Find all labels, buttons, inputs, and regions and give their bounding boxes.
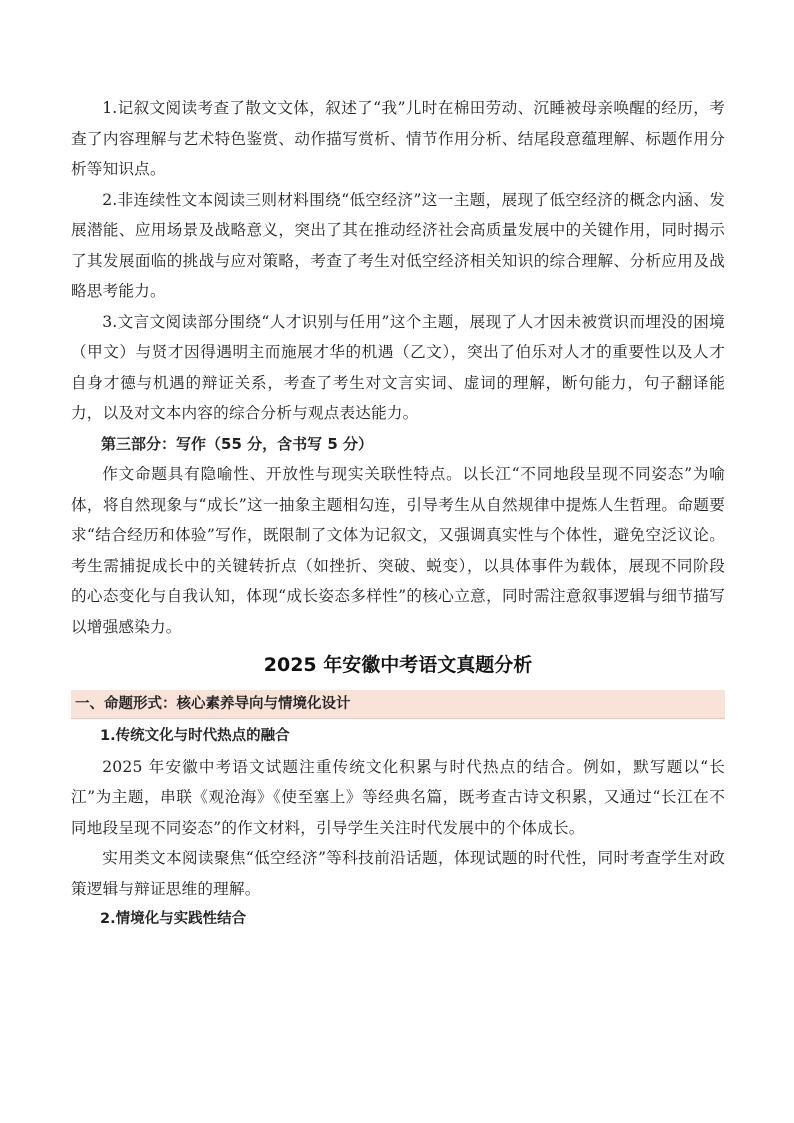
page-title: 2025 年安徽中考语文真题分析 xyxy=(263,654,533,676)
document-page xyxy=(71,93,725,935)
paragraph-writing-analysis: 作文命题具有隐喻性、开放性与现实关联性特点。以长江“不同地段呈现不同姿态”为喻体，将自然现象与“成长”这一抽象主题相勾连，引导考生从自然规律中提炼人生哲理。命题要求“结合经历和体验”写作，既限制了文体为记叙文，又强调真实性与个体性，避免空泛议论。考生需捕捉成长中的关键转折点（如挫折、突破、蜕变），以具体事件为载体，展现不同阶段的心态变化与自我认知，体现“成长姿态多样性”的核心立意，同时需注意叙事逻辑与细节描写以增强感染力。 xyxy=(71,465,725,636)
paragraph-classical-reading: 3.文言文阅读部分围绕“人才识别与任用”这个主题，展现了人才因未被赏识而埋没的困境（甲文）与贤才因得遇明主而施展才华的机遇（乙文），突出了伯乐对人才的重要性以及人才自身才德与机遇的辩证关系，考查了考生对文言实词、虚词的理解，断句能力，句子翻译能力，以及对文本内容的综合分析与观点表达能力。 xyxy=(71,312,725,422)
paragraph-narrative-reading: 1.记叙文阅读考查了散文文体，叙述了“我”儿时在棉田劳动、沉睡被母亲唤醒的经历，考查了内容理解与艺术特色鉴赏、动作描写赏析、情节作用分析、结尾段意蕴理解、标题作用分析等知识点。 xyxy=(71,99,725,178)
paragraph-nonliterary-reading: 2.非连续性文本阅读三则材料围绕“低空经济”这一主题，展现了低空经济的概念内涵、发展潜能、应用场景及战略意义，突出了其在推动经济社会高质量发展中的关键作用，同时揭示了其发展面临的挑战与应对策略，考查了考生对低空经济相关知识的综合理解、分析应用及战略思考能力。 xyxy=(71,190,725,300)
subheading-culture-and-hotspots: 1.传统文化与时代热点的融合 xyxy=(100,728,290,744)
subheading-situational-practice: 2.情境化与实践性结合 xyxy=(100,911,247,927)
section-heading-bar: 一、命题形式：核心素养导向与情境化设计 xyxy=(71,690,725,719)
paragraph-practical-reading: 实用类文本阅读聚焦“低空经济”等科技前沿话题，体现试题的时代性，同时考查学生对政策逻辑与辩证思维的理解。 xyxy=(71,849,725,898)
part3-heading: 第三部分：写作（55 分，含书写 5 分） xyxy=(101,434,373,453)
paragraph-culture-hotspots: 2025 年安徽中考语文试题注重传统文化积累与时代热点的结合。例如，默写题以“长江”为主题，串联《观沧海》《使至塞上》等经典名篇，既考查古诗文积累，又通过“长江在不同地段呈现不同姿态”的作文材料，引导学生关注时代发展中的个体成长。 xyxy=(71,757,725,837)
